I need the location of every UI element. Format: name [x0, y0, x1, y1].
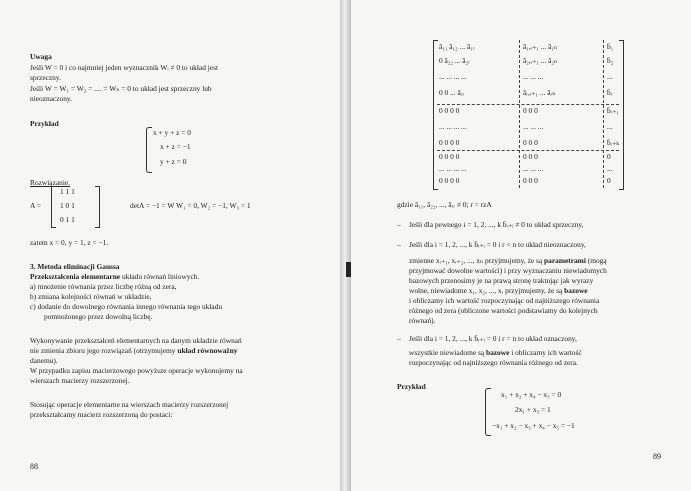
system-eq-2: x + z = −1	[160, 142, 191, 151]
para-1-line-4: W przypadku zapisu macierzowego powyższe operacje wykonujemy na	[30, 366, 243, 375]
bullet-dash-2: –	[397, 240, 401, 249]
bullet-dash-3: –	[397, 334, 401, 343]
matrix-row-1-left: ā₁₁ ā₁₂ ... ā₁ᵣ	[439, 42, 475, 51]
para-1-line-5: wierszach macierzy rozszerzonej.	[30, 376, 130, 385]
example-eq-2: 2x₁ + x₃ = 1	[515, 405, 551, 414]
matrix-row-8-mid: 0 0 0	[523, 152, 538, 161]
section-3-heading: 3. Metoda eliminacji Gaussa	[30, 262, 120, 271]
op-a: a) mnożenie równania przez liczbę różną od zera,	[30, 282, 177, 291]
uwaga-text-4: nieoznaczony.	[30, 94, 72, 103]
matrix-a-row-1: 1 1 1	[60, 187, 75, 196]
augmented-matrix-left-bracket	[433, 40, 438, 190]
matrix-row-4-left: 0 0 ... āᵣᵣ	[439, 88, 465, 97]
matrix-row-1-mid: ā₁,ᵣ₊₁ ... ā₁ₙ	[523, 42, 558, 51]
para-1-line-2	[30, 346, 238, 356]
matrix-row-5-mid: 0 0 0	[523, 106, 538, 115]
system-eq-1: x + y + z = 0	[153, 128, 191, 137]
right-page	[351, 0, 691, 491]
matrix-row-10-rhs: 0	[607, 176, 611, 185]
elementary-ops-intro	[30, 272, 199, 282]
example-heading: Przykład	[30, 119, 59, 128]
matrix-a-left-bracket	[51, 186, 56, 228]
case-determined-1: Jeśli dla i = 1, 2, ..., k b̄ᵣ₊ᵢ = 0 i r = n to układ oznaczony,	[409, 334, 577, 343]
case-determined-3: rozpoczynając od najniższego równania różnego od zera.	[409, 358, 578, 367]
op-c-line-1: c) dodanie do dowolnego równania innego równania tego układu	[30, 302, 223, 311]
case-underdetermined-2-text: zmienne xᵣ₊₁, xᵣ₊₂, ..., xₙ przyjmujemy, że są	[409, 256, 545, 265]
book-gutter	[340, 0, 351, 491]
case-inconsistent: Jeśli dla pewnego i = 1, 2, ..., k b̄ᵣ₊ᵢ ≠ 0 to układ sprzeczny,	[409, 220, 584, 229]
matrix-row-7-left: 0 0 0 0	[439, 138, 460, 147]
matrix-row-divider-2	[437, 150, 619, 151]
matrix-row-5-left: 0 0 0 0	[439, 106, 460, 115]
matrix-row-10-left: 0 0 0 0	[439, 176, 460, 185]
example-eq-1: x₁ + x₂ + x₄ − x₅ = 0	[501, 390, 562, 399]
case-underdetermined-7: różnego od zera (obliczone wartości podstawiamy do kolejnych	[409, 306, 598, 315]
parameters-term: parametrami	[544, 256, 586, 265]
matrix-row-6-rhs: ...	[607, 122, 613, 131]
case-determined-2-text: wszystkie niewiadome są	[409, 348, 486, 357]
case-underdetermined-5	[409, 286, 588, 296]
left-page	[0, 0, 340, 491]
matrix-row-3-left: ... ... ... ...	[439, 72, 467, 81]
para-1-line-3: danemu).	[30, 356, 58, 365]
basic-term-2: bazowe	[485, 348, 510, 357]
determinant-line: detA = −1 = W W₁ = 0, W₂ = −1, W₃ = 1	[130, 201, 251, 210]
matrix-row-9-left: ... ... ... ...	[439, 164, 467, 173]
case-underdetermined-2-end: (mogą	[585, 256, 607, 265]
case-underdetermined-5-text: wolne, niewiadome x₁, x₂, ..., xᵣ przyjmujemy, że są	[409, 286, 565, 295]
matrix-row-4-mid: āᵣ,ᵣ₊₁ ... āᵣₙ	[523, 88, 556, 97]
elementary-ops-rest: układu równań liniowych.	[120, 272, 200, 281]
page-number-right: 89	[653, 452, 661, 461]
matrix-a-right-bracket	[95, 186, 100, 228]
matrix-row-6-left: ... ... ... ...	[439, 122, 467, 131]
matrix-divider-1	[519, 40, 520, 188]
uwaga-text-1: Jeśli W = 0 i co najmniej jeden wyznacznik Wᵢ ≠ 0 to układ jest	[30, 63, 218, 72]
case-underdetermined-6: i obliczamy ich wartość rozpoczynając od najniższego równania	[409, 296, 600, 305]
case-determined-2-end: i obliczamy ich wartość	[509, 348, 582, 357]
page-number-left: 88	[30, 462, 38, 471]
matrix-row-10-mid: 0 0 0	[523, 176, 538, 185]
solution-result: zatem x = 0, y = 1, z = −1.	[30, 238, 109, 247]
case-underdetermined-8: równań).	[409, 316, 436, 325]
matrix-row-3-mid: ... ... ...	[523, 72, 544, 81]
matrix-row-9-mid: ... ... ...	[523, 164, 544, 173]
matrix-row-7-rhs: b̄ᵣ₊ₖ	[607, 138, 619, 147]
matrix-row-2-rhs: b̄₂	[607, 56, 614, 65]
equivalent-system-term: układ równoważny	[177, 346, 238, 355]
example-system-brace	[485, 388, 491, 436]
matrix-a-label: A =	[30, 201, 41, 210]
gdzie-line: gdzie ā₁₁, ā₂₂, ..., āᵣᵣ ≠ 0; r = rzA	[397, 200, 492, 209]
uwaga-text-2: sprzeczny.	[30, 73, 61, 82]
case-underdetermined-2	[409, 256, 607, 266]
bullet-dash-1: –	[397, 220, 401, 229]
matrix-a-row-2: 1 0 1	[60, 201, 75, 210]
para-1-line-2-text: nie zmienia zbioru jego rozwiązań (otrzymujemy	[30, 346, 178, 355]
case-determined-2	[409, 348, 582, 358]
matrix-row-5-rhs: b̄ᵣ₊₁	[607, 106, 619, 115]
matrix-divider-2	[603, 40, 604, 188]
op-c-line-2: pomnożonego przez dowolną liczbę.	[44, 312, 153, 321]
matrix-row-divider-1	[437, 104, 619, 105]
example-heading-right: Przykład	[397, 382, 426, 391]
matrix-row-6-mid: ... ... ...	[523, 122, 544, 131]
augmented-matrix-right-bracket	[619, 40, 624, 190]
system-brace	[146, 127, 152, 173]
matrix-row-4-rhs: b̄ᵣ	[607, 88, 613, 97]
matrix-row-1-rhs: b̄₁	[607, 42, 614, 51]
matrix-row-7-mid: 0 0 0	[523, 138, 538, 147]
solution-label: Rozwiązanie.	[30, 178, 71, 187]
matrix-a-row-3: 0 1 1	[60, 215, 75, 224]
case-underdetermined-1: Jeśli dla i = 1, 2, ..., k b̄ᵣ₊ᵢ = 0 i r < n to układ nieoznaczony,	[409, 240, 586, 249]
case-underdetermined-4: bazowych przenosimy je na prawą stronę traktując jak wyrazy	[409, 276, 594, 285]
para-1-line-1: Wykonywanie przekształceń elementarnych na danym układzie równań	[30, 336, 242, 345]
elementary-ops-term: Przekształcenia elementarne	[30, 272, 121, 281]
basic-term-1: bazowe	[564, 286, 588, 295]
case-underdetermined-3: przyjmować dowolne wartości) i przy wyznaczaniu niewiadomych	[409, 266, 607, 275]
para-2-line-2: przekształcamy macierz rozszerzoną do postaci:	[30, 410, 173, 419]
example-eq-3: −x₁ + x₂ − x₃ + x₄ − x₅ = −1	[492, 421, 575, 430]
op-b: b) zmiana kolejności równań w układzie,	[30, 292, 152, 301]
uwaga-text-3: Jeśli W = W₁ = W₂ = .... = Wₙ = 0 to układ jest sprzeczny lub	[30, 84, 212, 93]
matrix-row-2-mid: ā₂,ᵣ₊₁ ... ā₂ₙ	[523, 56, 558, 65]
system-eq-3: y + z = 0	[160, 157, 187, 166]
matrix-row-8-left: 0 0 0 0	[439, 152, 460, 161]
matrix-row-2-left: 0 ā₂₂ ... ā₂ᵣ	[439, 56, 470, 65]
matrix-row-9-rhs: ...	[607, 164, 613, 173]
matrix-row-8-rhs: 0	[607, 152, 611, 161]
para-2-line-1: Stosując operacje elementarne na wierszach macierzy rozszerzonej	[30, 400, 229, 409]
matrix-row-3-rhs: ...	[607, 72, 613, 81]
uwaga-heading: Uwaga	[30, 52, 52, 61]
